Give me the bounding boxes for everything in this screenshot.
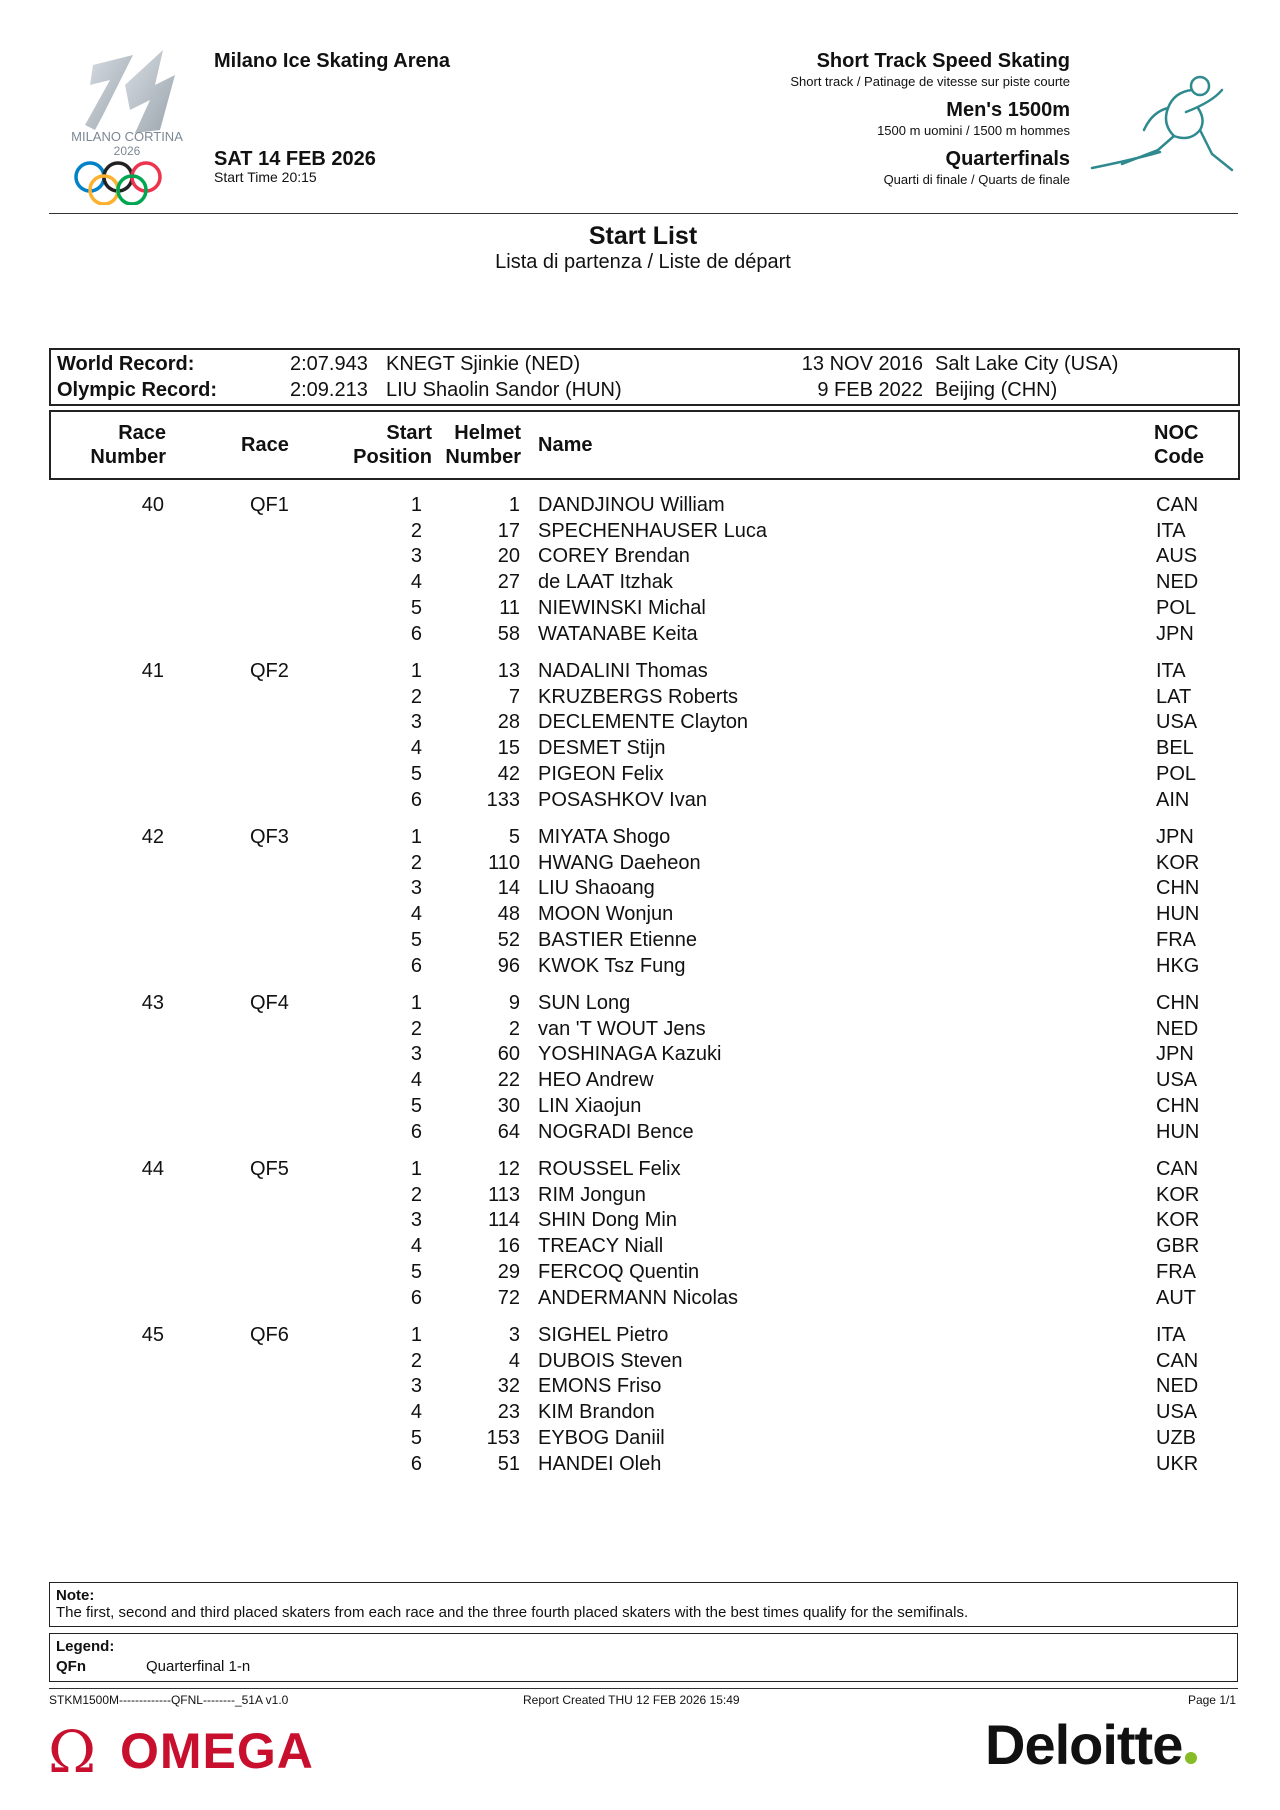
noc-code: JPN [1156, 622, 1194, 645]
athlete-name: DESMET Stijn [538, 737, 666, 760]
noc-code: CAN [1156, 494, 1199, 516]
noc-code: FRA [1156, 928, 1196, 951]
helmet-number: 14 [497, 877, 520, 900]
short-track-skater-icon [1082, 72, 1242, 182]
start-position: 6 [410, 1120, 422, 1143]
noc-code: FRA [1156, 1260, 1196, 1283]
helmet-number: 110 [488, 851, 520, 874]
sport-title: Short Track Speed Skating [816, 50, 1070, 72]
world-record-holder: KNEGT Sjinkie (NED) [386, 353, 581, 375]
olympic-record-date: 9 FEB 2022 [817, 379, 923, 401]
col-race-number: Race Number [90, 422, 166, 468]
helmet-number: 96 [497, 954, 520, 977]
helmet-number: 48 [497, 903, 520, 926]
noc-code: AUT [1156, 1286, 1196, 1309]
race-code: QF3 [250, 826, 289, 848]
noc-code: BEL [1156, 737, 1194, 760]
start-position: 6 [410, 1452, 422, 1475]
race-code: QF4 [250, 992, 289, 1014]
sport-subtitle: Short track / Patinage de vitesse sur piste courte [790, 74, 1070, 89]
world-record-date: 13 NOV 2016 [801, 353, 923, 375]
helmet-number: 2 [508, 1017, 520, 1040]
race-number: 43 [141, 992, 164, 1014]
start-position: 2 [410, 851, 422, 874]
legend-box [49, 1633, 1238, 1682]
helmet-number: 113 [488, 1183, 520, 1206]
report-created: Report Created THU 12 FEB 2026 15:49 [523, 1693, 740, 1707]
helmet-number: 28 [497, 711, 520, 734]
athlete-name: COREY Brendan [538, 545, 690, 568]
helmet-number: 30 [497, 1094, 520, 1117]
deloitte-dot-icon [1185, 1752, 1197, 1764]
logo-year: 2026 [113, 144, 141, 158]
helmet-number: 27 [497, 571, 520, 594]
helmet-number: 51 [497, 1452, 520, 1475]
noc-code: GBR [1156, 1235, 1200, 1258]
helmet-number: 16 [497, 1235, 520, 1258]
athlete-name: DANDJINOU William [538, 494, 725, 516]
noc-code: KOR [1156, 851, 1200, 874]
world-record-label: World Record: [57, 353, 195, 375]
helmet-number: 1 [508, 494, 520, 516]
helmet-number: 29 [497, 1260, 520, 1283]
athlete-name: ROUSSEL Felix [538, 1158, 681, 1180]
start-position: 5 [410, 1094, 422, 1117]
helmet-number: 3 [508, 1324, 520, 1346]
table-header [49, 410, 1240, 480]
start-position: 1 [410, 1324, 422, 1346]
noc-code: CHN [1156, 1094, 1200, 1117]
athlete-name: RIM Jongun [538, 1183, 646, 1206]
start-position: 6 [410, 1286, 422, 1309]
helmet-number: 60 [497, 1043, 520, 1066]
helmet-number: 12 [497, 1158, 520, 1180]
noc-code: AUS [1156, 545, 1198, 568]
helmet-number: 11 [499, 596, 520, 619]
race-code: QF1 [250, 494, 289, 516]
noc-code: NED [1156, 1017, 1199, 1040]
start-position: 5 [410, 596, 422, 619]
legend-label: Legend: [56, 1638, 115, 1655]
start-position: 4 [410, 1235, 422, 1258]
noc-code: KOR [1156, 1209, 1200, 1232]
helmet-number: 9 [508, 992, 520, 1014]
athlete-name: LIU Shaoang [538, 877, 655, 900]
helmet-number: 72 [497, 1286, 520, 1309]
start-position: 2 [410, 1349, 422, 1372]
athlete-name: SHIN Dong Min [538, 1209, 677, 1232]
start-position: 6 [410, 788, 422, 811]
athlete-name: HANDEI Oleh [538, 1452, 662, 1475]
race-code: QF6 [250, 1324, 289, 1346]
athlete-name: van 'T WOUT Jens [538, 1017, 706, 1040]
olympic-record-holder: LIU Shaolin Sandor (HUN) [386, 379, 622, 401]
race-number: 45 [141, 1324, 164, 1346]
race-number: 44 [141, 1158, 164, 1180]
athlete-name: EYBOG Daniil [538, 1426, 665, 1449]
helmet-number: 5 [508, 826, 520, 848]
start-position: 1 [410, 660, 422, 682]
athlete-name: EMONS Friso [538, 1375, 662, 1398]
athlete-name: BASTIER Etienne [538, 928, 697, 951]
athlete-name: YOSHINAGA Kazuki [538, 1043, 722, 1066]
noc-code: HUN [1156, 1120, 1200, 1143]
helmet-number: 42 [497, 762, 520, 785]
noc-code: AIN [1156, 788, 1190, 811]
athlete-name: ANDERMANN Nicolas [538, 1286, 739, 1309]
logo-text: MILANO CORTINA [71, 129, 183, 144]
start-position: 2 [410, 685, 422, 708]
athlete-name: MOON Wonjun [538, 903, 674, 926]
helmet-number: 17 [497, 519, 520, 542]
race-code: QF5 [250, 1158, 289, 1180]
athlete-name: KWOK Tsz Fung [538, 954, 686, 977]
helmet-number: 23 [497, 1401, 520, 1424]
start-position: 4 [410, 571, 422, 594]
helmet-number: 64 [497, 1120, 520, 1143]
start-position: 5 [410, 1426, 422, 1449]
noc-code: POL [1156, 596, 1197, 619]
world-record-time: 2:07.943 [290, 353, 368, 375]
note-text: The first, second and third placed skaters from each race and the three fourth placed skaters with the best times qualify for the semifinals. [56, 1604, 969, 1621]
omega-logo: OMEGA [120, 1723, 314, 1779]
event-title: Men's 1500m [946, 99, 1070, 121]
athlete-name: HWANG Daeheon [538, 851, 701, 874]
athlete-name: DUBOIS Steven [538, 1349, 683, 1372]
start-position: 2 [410, 1183, 422, 1206]
helmet-number: 20 [497, 545, 520, 568]
start-position: 1 [410, 494, 422, 516]
noc-code: HKG [1156, 954, 1200, 977]
noc-code: CAN [1156, 1349, 1199, 1372]
helmet-number: 4 [508, 1349, 520, 1372]
olympic-record-time: 2:09.213 [290, 379, 368, 401]
noc-code: CAN [1156, 1158, 1199, 1180]
helmet-number: 114 [488, 1209, 520, 1232]
noc-code: NED [1156, 1375, 1199, 1398]
helmet-number: 32 [497, 1375, 520, 1398]
start-position: 5 [410, 1260, 422, 1283]
footer-divider [49, 1688, 1238, 1689]
start-position: 3 [410, 545, 422, 568]
athlete-name: FERCOQ Quentin [538, 1260, 700, 1283]
athlete-name: NIEWINSKI Michal [538, 596, 706, 619]
athlete-name: de LAAT Itzhak [538, 571, 673, 594]
athlete-name: TREACY Niall [538, 1235, 664, 1258]
helmet-number: 52 [497, 928, 520, 951]
helmet-number: 58 [497, 622, 520, 645]
start-position: 3 [410, 1209, 422, 1232]
athlete-name: MIYATA Shogo [538, 826, 671, 848]
helmet-number: 7 [508, 685, 520, 708]
venue: Milano Ice Skating Arena [214, 50, 450, 72]
noc-code: POL [1156, 762, 1197, 785]
noc-code: USA [1156, 1401, 1198, 1424]
start-position: 3 [410, 877, 422, 900]
olympic-record-place: Beijing (CHN) [935, 379, 1058, 401]
header-divider [49, 213, 1238, 214]
phase-subtitle: Quarti di finale / Quarts de finale [883, 172, 1070, 187]
legend-meaning: Quarterfinal 1-n [146, 1658, 251, 1675]
noc-code: UKR [1156, 1452, 1199, 1475]
start-position: 4 [410, 1069, 422, 1092]
helmet-number: 22 [497, 1069, 520, 1092]
noc-code: NED [1156, 571, 1199, 594]
omega-symbol-icon: Ω [48, 1718, 97, 1786]
event-subtitle: 1500 m uomini / 1500 m hommes [877, 123, 1070, 138]
start-position: 5 [410, 762, 422, 785]
olympic-record-label: Olympic Record: [57, 379, 218, 401]
col-name: Name [538, 434, 593, 456]
phase-title: Quarterfinals [945, 148, 1070, 170]
race-number: 42 [141, 826, 164, 848]
helmet-number: 13 [497, 660, 520, 682]
deloitte-logo: Deloitte [985, 1712, 1197, 1777]
athlete-name: WATANABE Keita [538, 622, 698, 645]
start-position: 2 [410, 1017, 422, 1040]
race-number: 41 [141, 660, 164, 682]
noc-code: LAT [1156, 685, 1192, 708]
start-position: 2 [410, 519, 422, 542]
athlete-name: HEO Andrew [538, 1069, 654, 1092]
noc-code: JPN [1156, 826, 1194, 848]
noc-code: USA [1156, 1069, 1198, 1092]
helmet-number: 15 [497, 737, 520, 760]
noc-code: HUN [1156, 903, 1200, 926]
noc-code: CHN [1156, 877, 1200, 900]
start-time: Start Time 20:15 [214, 169, 317, 185]
start-position: 3 [410, 1375, 422, 1398]
noc-code: KOR [1156, 1183, 1200, 1206]
legend-code: QFn [56, 1658, 86, 1675]
noc-code: ITA [1156, 660, 1186, 682]
records-box [49, 348, 1240, 406]
note-label: Note: [56, 1587, 95, 1604]
helmet-number: 133 [486, 788, 520, 811]
noc-code: UZB [1156, 1426, 1196, 1449]
page-number: Page 1/1 [1187, 1693, 1236, 1707]
start-position: 4 [410, 903, 422, 926]
start-position: 6 [410, 622, 422, 645]
start-position: 4 [410, 737, 422, 760]
race-code: QF2 [250, 660, 289, 682]
noc-code: JPN [1156, 1043, 1194, 1066]
start-position: 5 [410, 928, 422, 951]
note-box [49, 1582, 1238, 1627]
athlete-name: NOGRADI Bence [538, 1120, 694, 1143]
start-position: 6 [410, 954, 422, 977]
document-code: STKM1500M-------------QFNL--------_51A v1.0 [49, 1693, 289, 1707]
page-title: Start List [588, 222, 698, 250]
athlete-name: SUN Long [538, 992, 631, 1014]
start-position: 4 [410, 1401, 422, 1424]
start-position: 1 [410, 992, 422, 1014]
noc-code: ITA [1156, 1324, 1186, 1346]
athlete-name: DECLEMENTE Clayton [538, 711, 749, 734]
col-start-position: Start Position [353, 422, 432, 468]
world-record-place: Salt Lake City (USA) [935, 353, 1119, 375]
milano-cortina-logo [55, 45, 200, 205]
athlete-name: KRUZBERGS Roberts [538, 685, 739, 708]
athlete-name: LIN Xiaojun [538, 1094, 642, 1117]
event-date: SAT 14 FEB 2026 [214, 148, 376, 170]
noc-code: USA [1156, 711, 1198, 734]
athlete-name: KIM Brandon [538, 1401, 655, 1424]
col-helmet-number: Helmet Number [445, 422, 521, 468]
athlete-name: SIGHEL Pietro [538, 1324, 669, 1346]
race-number: 40 [141, 494, 164, 516]
athlete-name: SPECHENHAUSER Luca [538, 519, 767, 542]
start-position: 1 [410, 1158, 422, 1180]
start-position: 1 [410, 826, 422, 848]
noc-code: CHN [1156, 992, 1200, 1014]
col-noc-code: NOC Code [1154, 422, 1204, 468]
athlete-name: NADALINI Thomas [538, 660, 708, 682]
noc-code: ITA [1156, 519, 1186, 542]
start-position: 3 [410, 711, 422, 734]
page-subtitle: Lista di partenza / Liste de départ [495, 251, 791, 273]
athlete-name: POSASHKOV Ivan [538, 788, 707, 811]
helmet-number: 153 [486, 1426, 520, 1449]
start-position: 3 [410, 1043, 422, 1066]
col-race: Race [241, 434, 289, 456]
athlete-name: PIGEON Felix [538, 762, 664, 785]
